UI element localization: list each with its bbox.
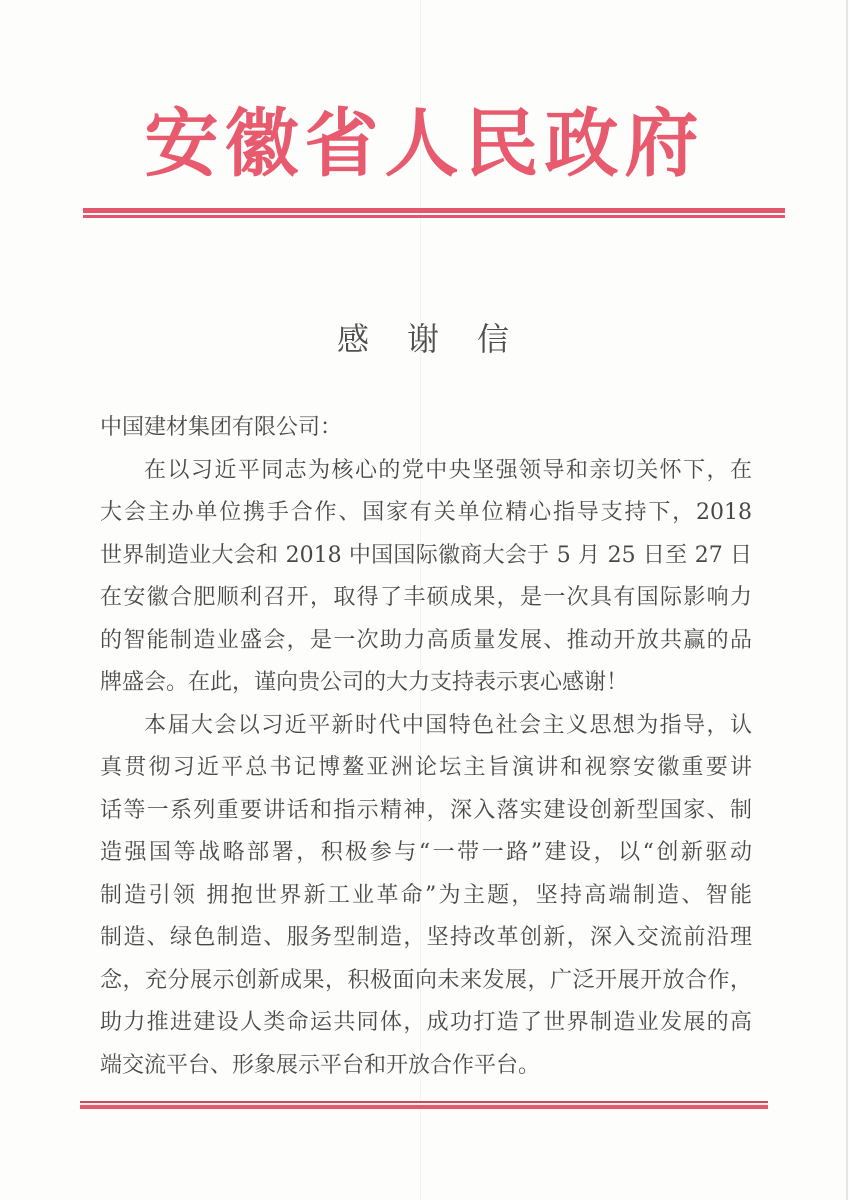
body-line: 助力推进建设人类命运共同体，成功打造了世界制造业发展的高 <box>100 1010 752 1035</box>
body-line: 在安徽合肥顺利召开，取得了丰硕成果，是一次具有国际影响力 <box>100 585 752 610</box>
body-line: 真贯彻习近平总书记博鳌亚洲论坛主旨演讲和视察安徽重要讲 <box>100 755 752 780</box>
body-line: 制造、绿色制造、服务型制造，坚持改革创新，深入交流前沿理 <box>100 925 752 950</box>
body-line: 牌盛会。在此，谨向贵公司的大力支持表示衷心感谢！ <box>100 670 629 695</box>
body-line: 制造引领 拥抱世界新工业革命”为主题，坚持高端制造、智能 <box>100 882 752 908</box>
letterhead-double-rule <box>83 208 785 218</box>
body-line: 造强国等战略部署，积极参与“一带一路”建设，以“创新驱动 <box>100 840 752 865</box>
rule-thick-line <box>80 1105 768 1110</box>
body-line: 念，充分展示创新成果，积极面向未来发展，广泛开展开放合作， <box>100 967 752 993</box>
body-line: 大会主办单位携手合作、国家有关单位精心指导支持下，2018 <box>100 500 752 525</box>
letter-title: 感 谢 信 <box>336 320 512 358</box>
body-line: 的智能制造业盛会，是一次助力高质量发展、推动开放共赢的品 <box>100 627 752 653</box>
letter-body <box>100 407 752 1087</box>
body-line: 本届大会以习近平新时代中国特色社会主义思想为指导，认 <box>144 712 752 738</box>
salutation-line: 中国建材集团有限公司： <box>100 415 343 440</box>
body-line: 话等一系列重要讲话和指示精神，深入落实建设创新型国家、制 <box>100 797 752 823</box>
rule-thin-line <box>83 215 785 218</box>
body-line: 世界制造业大会和 2018 中国国际徽商大会于 5 月 25 日至 27 日 <box>100 542 752 568</box>
body-line: 端交流平台、形象展示平台和开放合作平台。 <box>100 1052 541 1078</box>
letterhead-org-title: 安徽省人民政府 <box>144 101 705 187</box>
body-line: 在以习近平同志为核心的党中央坚强领导和亲切关怀下，在 <box>144 457 752 483</box>
footer-double-rule <box>80 1101 768 1109</box>
